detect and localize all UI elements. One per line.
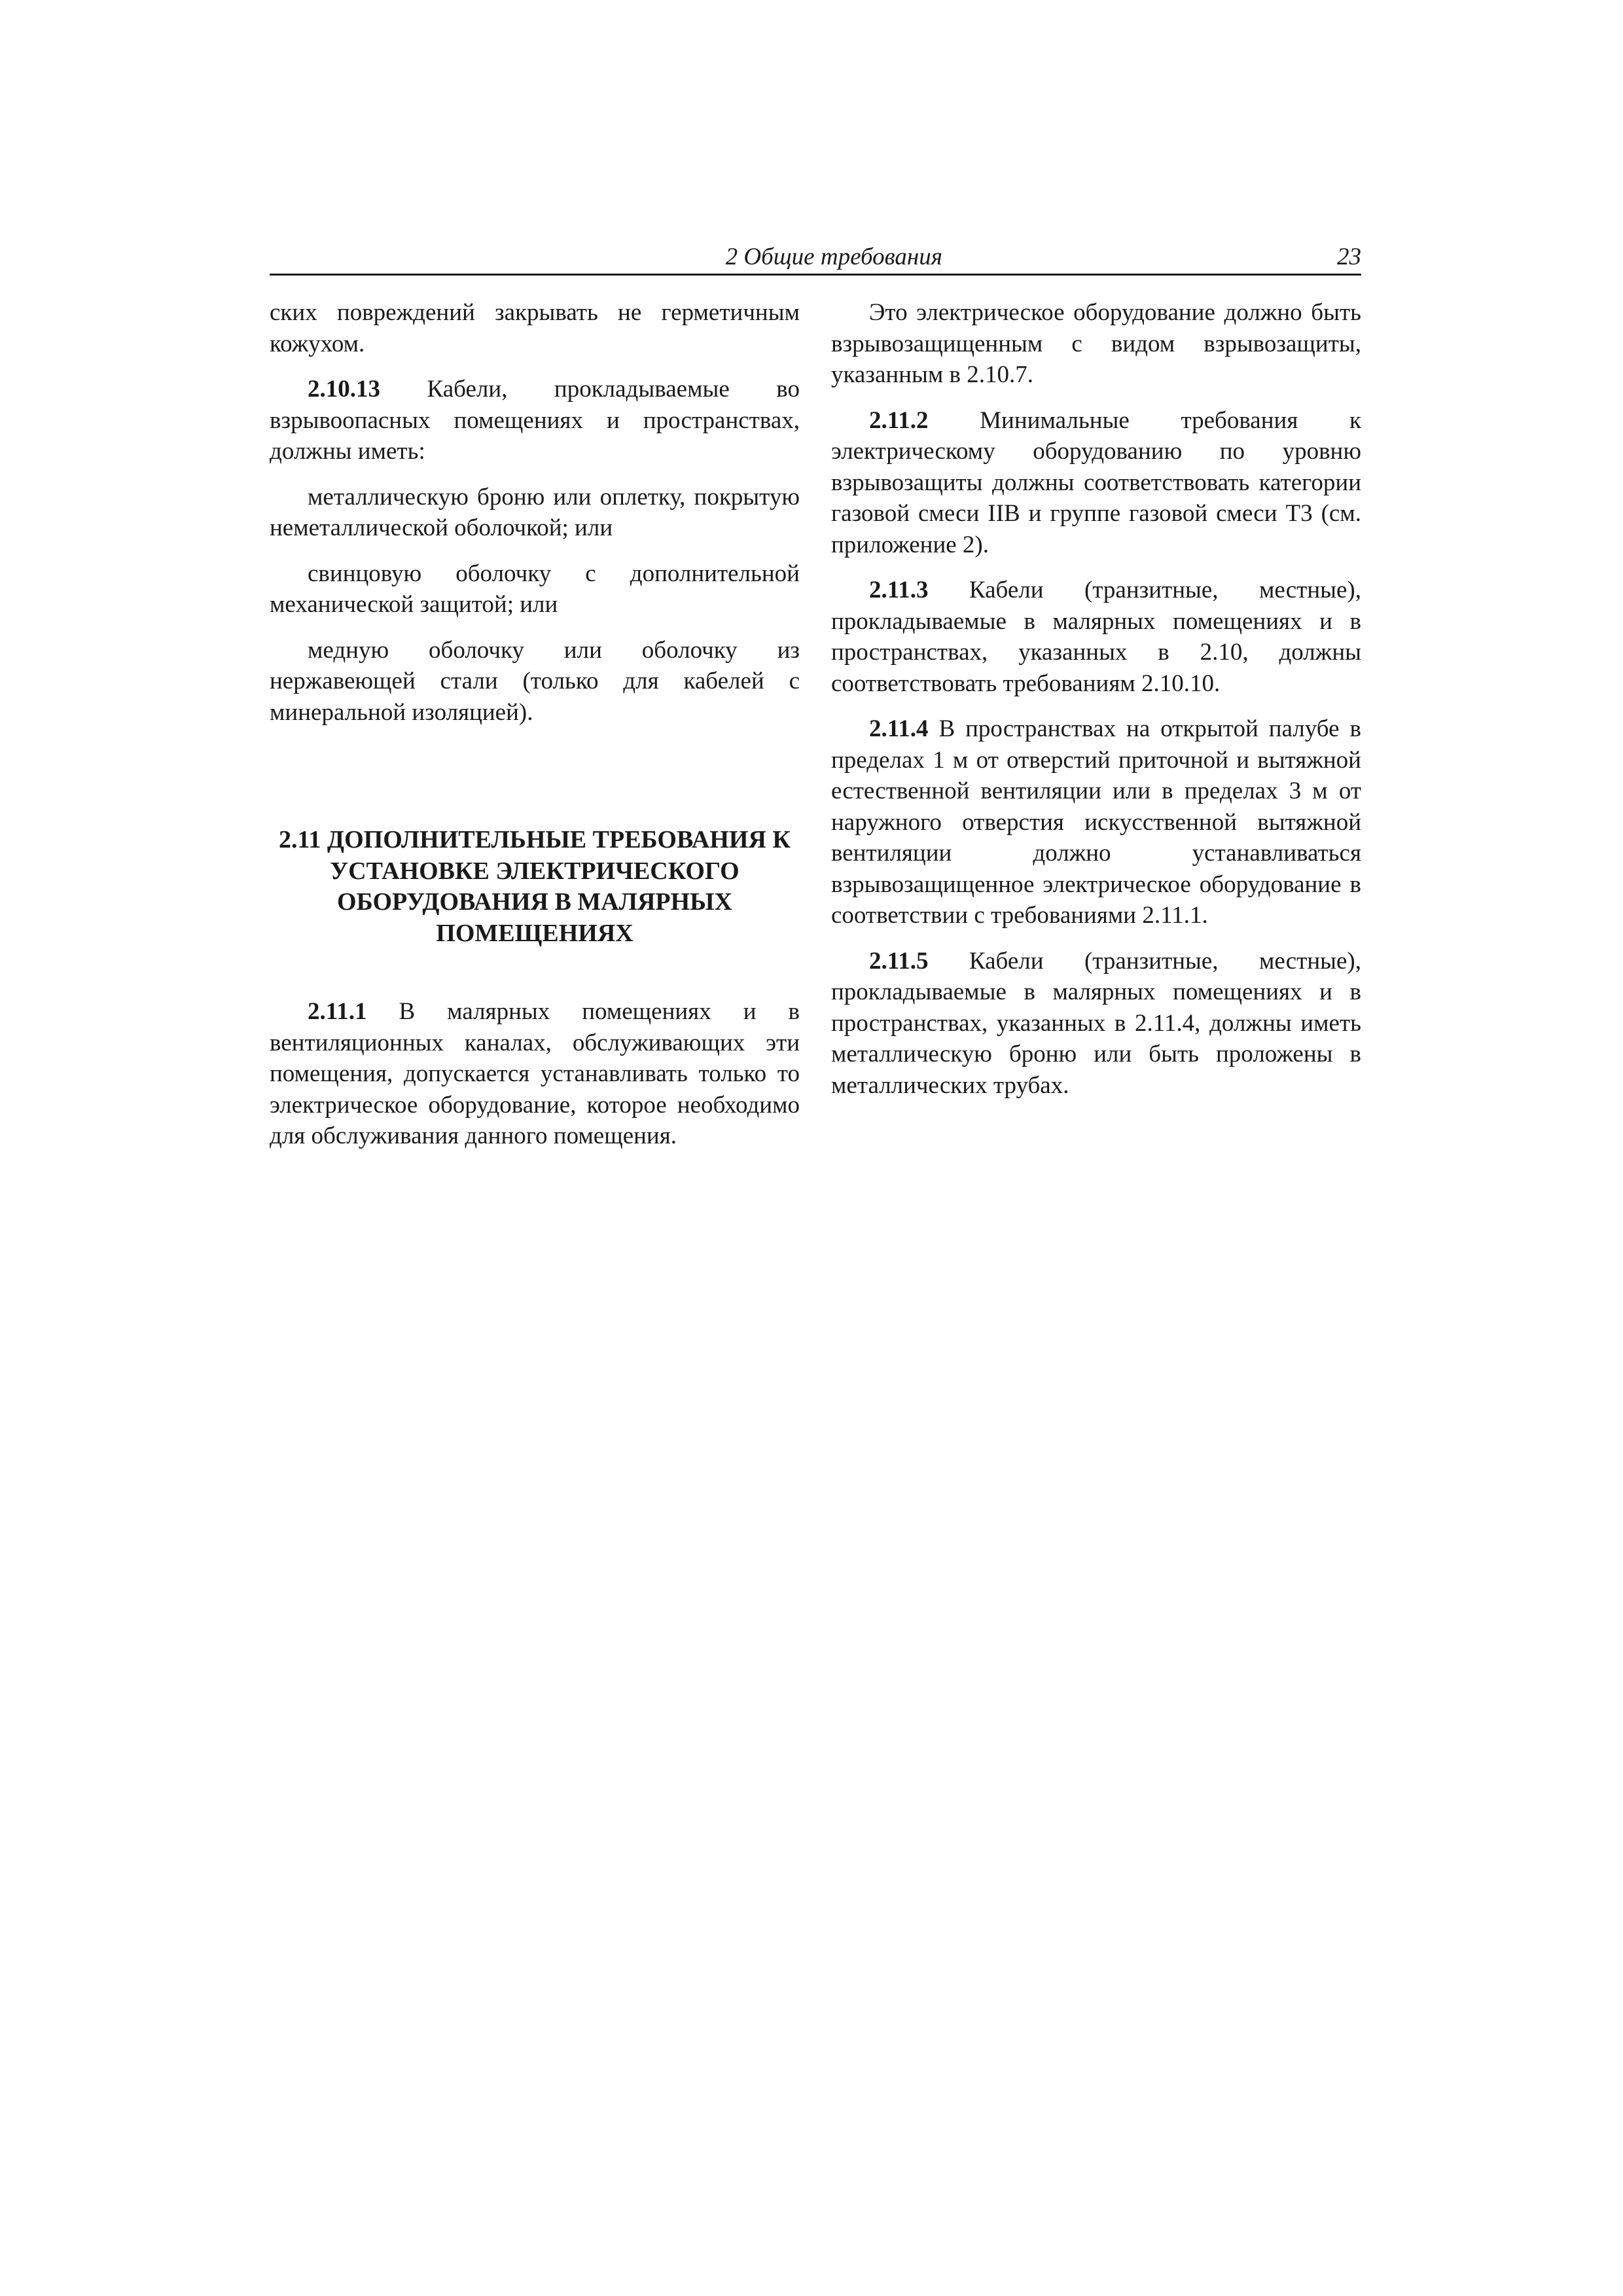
clause-number: 2.11.3 — [869, 577, 929, 603]
list-item: металлическую броню или оплетку, покрытую неметаллической оболочкой; или — [270, 483, 800, 541]
paragraph-2-11-4 — [831, 713, 1361, 931]
page-number: 23 — [1337, 243, 1361, 270]
paragraph-text: Кабели (транзитные, местные), прокладываемые в малярных помещениях и в пространствах, указанных в 2.10, должны соответствовать требованиям 2.10.10. — [831, 577, 1361, 697]
paragraph: Это электрическое оборудование должно быть взрывозащищенным с видом взрывозащиты, указанным в 2.10.7. — [831, 299, 1361, 388]
left-column — [270, 297, 800, 1152]
running-header — [270, 241, 1361, 276]
paragraph: ских повреждений закрывать не герметичным кожухом. — [270, 299, 800, 357]
paragraph-text: Кабели, прокладываемые во взрывоопасных помещениях и пространствах, должны иметь: — [270, 376, 800, 465]
paragraph-2-11-5 — [831, 946, 1361, 1102]
paragraph-text: В пространствах на открытой палубе в пределах 1 м от отверстий приточной и вытяжной естественной вентиляции или в пределах 3 м от наружного отверстия искусственной вытяжной вентиляции должно устанавливаться взрывозащищенное электрическое оборудование в соответствии с требованиями 2.11.1. — [831, 715, 1361, 929]
paragraph-text: Кабели (транзитные, местные), прокладываемые в малярных помещениях и в пространствах, указанных в 2.11.4, должны иметь металлическую броню или быть проложены в металлических трубах. — [831, 947, 1361, 1099]
section-heading-2-11: 2.11 ДОПОЛНИТЕЛЬНЫЕ ТРЕБОВАНИЯ К УСТАНОВКЕ ЭЛЕКТРИЧЕСКОГО ОБОРУДОВАНИЯ В МАЛЯРНЫХ ПОМЕЩЕНИЯХ — [279, 826, 791, 947]
chapter-title: 2 Общие требования — [725, 243, 942, 270]
clause-number: 2.10.13 — [308, 376, 380, 403]
list-item: свинцовую оболочку с дополнительной механической защитой; или — [270, 560, 800, 618]
paragraph-2-11-3 — [831, 575, 1361, 699]
list-item: медную оболочку или оболочку из нержавеющей стали (только для кабелей с минеральной изоляцией). — [270, 636, 800, 726]
clause-number: 2.11.5 — [869, 947, 929, 975]
paragraph-text: Минимальные требования к электрическому оборудованию по уровню взрывозащиты должны соответствовать категории газовой смеси IIB и группе газовой смеси T3 (см. приложение 2). — [831, 406, 1361, 558]
paragraph-2-10-13 — [270, 374, 800, 467]
right-column — [831, 297, 1361, 1101]
clause-number: 2.11.2 — [869, 406, 929, 434]
paragraph-text: В малярных помещениях и в вентиляционных каналах, обслуживающих эти помещения, допускается устанавливать только то электрическое оборудование, которое необходимо для обслуживания данного помещения. — [270, 998, 800, 1149]
clause-number: 2.11.4 — [869, 715, 929, 742]
clause-number: 2.11.1 — [308, 998, 367, 1025]
paragraph-2-11-2 — [831, 405, 1361, 561]
paragraph-2-11-1 — [270, 996, 800, 1152]
